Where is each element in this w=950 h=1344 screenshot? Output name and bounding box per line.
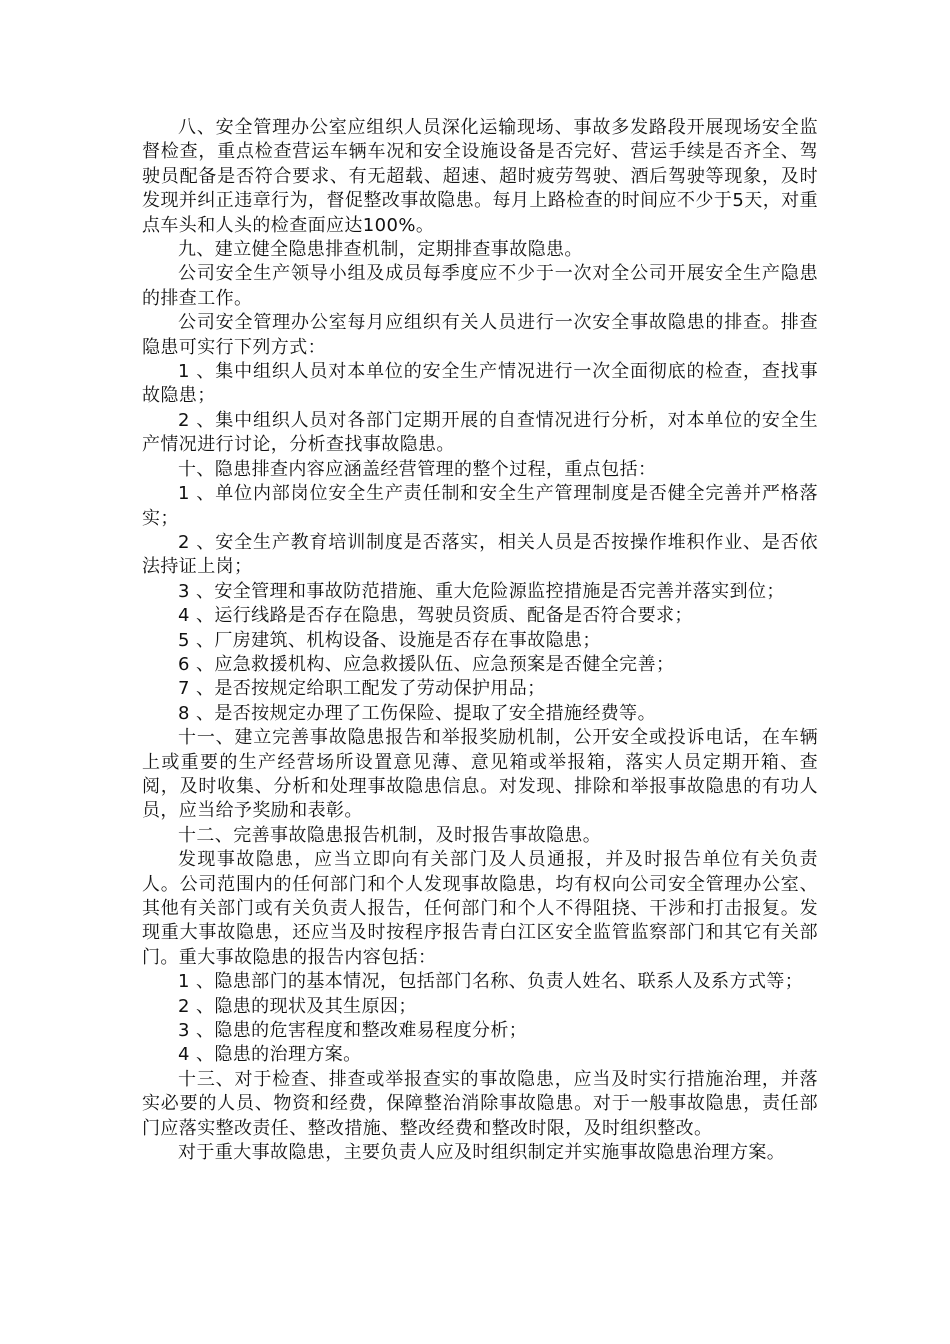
- list-item: 6 、应急救援机构、应急救援队伍、应急预案是否健全完善；: [178, 653, 675, 675]
- list-item: 1 、单位内部岗位安全生产责任制和安全生产管理制度是否健全完善并严格落实；: [142, 483, 818, 529]
- paragraph-10-heading: 十、隐患排查内容应涵盖经营管理的整个过程，重点包括：: [178, 458, 657, 480]
- list-item: 2 、隐患的现状及其生原因；: [178, 995, 417, 1017]
- paragraph-11-reporting-reward: 十一、建立完善事故隐患报告和举报奖励机制，公开安全或投诉电话，在车辆上或重要的生产经营场所设置意见薄、意见箱或举报箱，落实人员定期开箱、查阅，及时收集、分析和处理事故隐患信息。对发现、排除和举报事故隐患的有功人员，应当给予奖励和表彰。: [142, 727, 818, 822]
- document-body: [142, 116, 818, 1165]
- paragraph-major-hazard: 对于重大事故隐患，主要负责人应及时组织制定并实施事故隐患治理方案。: [178, 1142, 786, 1164]
- list-item: 7 、是否按规定给职工配发了劳动保护用品；: [178, 678, 546, 700]
- paragraph-9-heading: 九、建立健全隐患排查机制，定期排查事故隐患。: [178, 239, 583, 261]
- list-item: 4 、运行线路是否存在隐患，驾驶员资质、配备是否符合要求；: [178, 605, 693, 627]
- paragraph-quarterly-check: 公司安全生产领导小组及成员每季度应不少于一次对全公司开展安全生产隐患的排查工作。: [142, 263, 818, 309]
- list-item: 2 、安全生产教育培训制度是否落实，相关人员是否按操作堆积作业、是否依法持证上岗；: [142, 531, 818, 578]
- list-item: 3 、安全管理和事故防范措施、重大危险源监控措施是否完善并落实到位；: [178, 580, 785, 602]
- list-item: 1 、隐患部门的基本情况，包括部门名称、负责人姓名、联系人及系方式等；: [178, 971, 804, 993]
- list-item: 8 、是否按规定办理了工伤保险、提取了安全措施经费等。: [178, 702, 656, 724]
- paragraph-12-heading: 十二、完善事故隐患报告机制，及时报告事故隐患。: [178, 824, 602, 846]
- list-item: 5 、厂房建筑、机构设备、设施是否存在事故隐患；: [178, 629, 601, 651]
- paragraph-13-remediation: 十三、对于检查、排查或举报查实的事故隐患，应当及时实行措施治理，并落实必要的人员、物资和经费，保障整治消除事故隐患。对于一般事故隐患，责任部门应落实整改责任、整改措施、整改经费和整改时限，及时组织整改。: [142, 1068, 818, 1139]
- list-item: 4 、隐患的治理方案。: [178, 1044, 362, 1066]
- paragraph-8-inspection: 八、安全管理办公室应组织人员深化运输现场、事故多发路段开展现场安全监督检查，重点检查营运车辆车况和安全设施设备是否完好、营运手续是否齐全、驾驶员配备是否符合要求、有无超载、超速、超时疲劳驾驶、酒后驾驶等现象，及时发现并纠正违章行为，督促整改事故隐患。每月上路检查的时间应不少于5天，对重点车头和人头的检查面应达100%。: [142, 117, 818, 236]
- paragraph-monthly-check: 公司安全管理办公室每月应组织有关人员进行一次安全事故隐患的排查。排查隐患可实行下列方式：: [142, 312, 818, 358]
- paragraph-report-procedure: 发现事故隐患，应当立即向有关部门及人员通报，并及时报告单位有关负责人。公司范围内的任何部门和个人发现事故隐患，均有权向公司安全管理办公室、其他有关部门或有关负责人报告，任何部门和个人不得阻挠、干涉和打击报复。发现重大事故隐患，还应当及时按程序报告青白江区安全监管监察部门和其它有关部门。重大事故隐患的报告内容包括：: [142, 849, 818, 968]
- list-item: 2 、集中组织人员对各部门定期开展的自查情况进行分析，对本单位的安全生产情况进行讨论，分析查找事故隐患。: [142, 409, 818, 456]
- list-item: 3 、隐患的危害程度和整改难易程度分析；: [178, 1020, 528, 1042]
- list-item: 1 、集中组织人员对本单位的安全生产情况进行一次全面彻底的检查，查找事故隐患；: [142, 361, 818, 407]
